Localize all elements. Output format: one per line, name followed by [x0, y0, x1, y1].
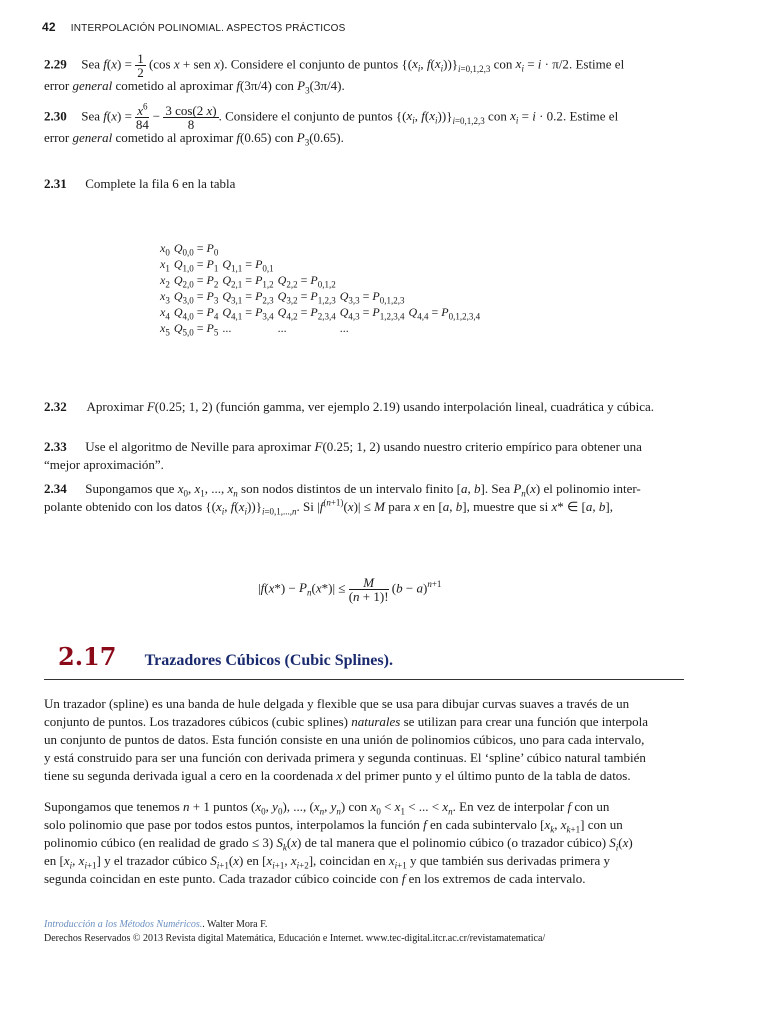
- error-bound-formula: $|f(x*) - P_n(x*)|$ ≤ $\frac{M}{(n + 1)!}$ $(b - a)^{n+1}$: [258, 575, 442, 604]
- section-number: 2.17: [58, 642, 117, 671]
- table-row: $x_2$ $Q_{2,0} = P_2$ $Q_{2,1} = P_{1,2}$ $Q_{2,2} = P_{0,1,2}$: [160, 272, 336, 289]
- math-fraction: $\frac{3 \cos(2 x)}{8}$: [165, 103, 217, 132]
- math-f: f: [103, 56, 107, 72]
- exercise-text: son nodos distintos de un intervalo finito: [241, 481, 454, 496]
- exercise-2-34: 2.34 Supongamos que $x_0$, $x_1$, ..., $x_n$ son nodos distintos de un intervalo finito [a, b]. Sea $P_n(x)$ el polinomio inter- polante obtenido con los datos {($x_i$, $f(x_i))\}_{i=0,1,...,n}$. Si $|f^{(n+1)}(x)| \le M$ para x en [a, b], muestre que si x* ∈ [a, b],: [44, 481, 641, 517]
- exercise-text: . Estime el: [562, 108, 619, 124]
- math-fraction: $\frac{1}{2}$: [137, 51, 144, 80]
- paragraph-splines-definition: Supongamos que tenemos n + 1 puntos ($x_0$, $y_0$), ..., ($x_n$, $y_n$) con $x_0 < x_1$ < ... < $x_n$. En vez de interpolar f con un solo polinomio que pase por todos estos puntos, interpolamos la función f en cada subintervalo [$x_k$, $x_{k+1}$] con un polinomio cúbico (en realidad de grado ≤ 3) $S_k(x)$ de tal manera que el polinomio cúbico (o trazador cúbico) $S_i(x)$ en [$x_i$, $x_{i+1}$] y el trazador cúbico $S_{i+1}(x)$ en [$x_{i+1}$, $x_{i+2}$], coincidan en $x_{i+1}$ y que también sus derivadas primera y segunda coincidan en este punto. Cada trazador cúbico coincide con f en los extremos de cada intervalo.: [44, 799, 633, 886]
- exercise-text: usando nuestro criterio empírico para obtener una: [383, 439, 642, 454]
- exercise-text: con: [488, 108, 507, 124]
- exercise-number: 2.34: [44, 481, 67, 496]
- section-rule: [44, 679, 684, 680]
- math-fraction: $\frac{x^6}{84}$: [135, 101, 149, 132]
- paragraph-text: segunda coincidan en este punto. Cada trazador cúbico coincide con: [44, 871, 399, 886]
- exercise-number: 2.29: [44, 56, 67, 72]
- footer-rights: Derechos Reservados © 2013 Revista digital Matemática, Educación e Internet. www.tec-digital.itcr.ac.cr/revistamatematica/: [44, 933, 546, 944]
- exercise-text: error: [44, 78, 70, 93]
- emphasis-text: general: [72, 78, 113, 93]
- math-fraction: $\frac{M}{(n + 1)!}$: [348, 575, 389, 604]
- neville-table: [160, 240, 484, 336]
- emphasis-text: general: [72, 130, 113, 145]
- paragraph-text: con un: [574, 799, 610, 814]
- section-title: Trazadores Cúbicos (Cubic Splines).: [144, 652, 393, 669]
- exercise-number: 2.32: [44, 399, 67, 414]
- exercise-text: Sea: [81, 56, 101, 72]
- paragraph-text: del primer punto y el último punto de la tabla de datos.: [345, 768, 631, 783]
- paragraph-text: solo polinomio que pase por todos estos puntos, interpolamos la función: [44, 817, 420, 832]
- page-number: 42: [42, 20, 56, 34]
- table-row: $x_1$ $Q_{1,0} = P_1$ $Q_{1,1} = P_{0,1}$: [160, 256, 274, 273]
- exercise-2-31: [44, 175, 235, 193]
- exercise-text: . Si: [296, 499, 314, 514]
- exercise-number: 2.31: [44, 176, 67, 191]
- emphasis-text: naturales: [351, 714, 401, 729]
- exercise-text: Complete la fila 6 en la tabla: [85, 176, 236, 191]
- paragraph-text: en: [44, 853, 57, 868]
- exercise-text: Aproximar: [86, 399, 144, 414]
- paragraph-splines-intro: Un trazador (spline) es una banda de hule delgada y flexible que se usa para dibujar curvas suaves a través de un conjunto de puntos. Los trazadores cúbicos (cubic splines) naturales se utilizan para crear una función que interpola un conjunto de puntos de datos. Esta función consiste en una unión de polinomios cúbicos, uno para cada intervalo, y está construido para ser una función con derivada primera y segunda continuas. El ‘spline’ cúbico natural también tiene su segunda derivada igual a cero en la coordenada x del primer punto y el último punto de la tabla de datos.: [44, 695, 734, 785]
- table-row: $x_0$ $Q_{0,0} = P_0$: [160, 240, 219, 257]
- exercise-text: con: [493, 56, 513, 72]
- exercise-text: error: [44, 130, 70, 145]
- exercise-text: Use el algoritmo de Neville para aproximar: [85, 439, 312, 454]
- exercise-text: en: [422, 499, 436, 514]
- exercise-text: para: [388, 499, 411, 514]
- exercise-text: Sea: [81, 108, 101, 124]
- exercise-text: “mejor aproximación”.: [44, 457, 164, 472]
- paragraph-text: se utilizan para crear una función que interpola: [403, 714, 648, 729]
- exercise-text: Supongamos que: [85, 481, 175, 496]
- table-row: $x_5$ $Q_{5,0} = P_5$ ... ... ...: [160, 320, 349, 337]
- page-footer: [44, 918, 545, 946]
- paragraph-text: con un: [587, 817, 623, 832]
- table-row: $x_3$ $Q_{3,0} = P_3$ $Q_{3,1} = P_{2,3}$ $Q_{3,2} = P_{1,2,3}$ $Q_{3,3} = P_{0,1,2,3}$: [160, 288, 405, 305]
- running-title: INTERPOLACIÓN POLINOMIAL. ASPECTOS PRÁCTICOS: [70, 23, 346, 34]
- page-header: [42, 20, 346, 34]
- footer-book-link[interactable]: Introducción a los Métodos Numéricos.: [44, 919, 203, 930]
- paragraph-line: un conjunto de puntos de datos. Esta función consiste en una unión de polinomios cúbicos, uno para cada intervalo,: [44, 732, 645, 747]
- exercise-number: 2.30: [44, 108, 67, 124]
- exercise-text: ,: [609, 499, 613, 514]
- exercise-text: cometido al aproximar: [115, 130, 234, 145]
- exercise-text: con: [275, 78, 294, 93]
- paragraph-text: en cada subintervalo: [430, 817, 537, 832]
- exercise-2-30: 2.30 Sea f(x) = $\frac{x^6}{84}$ − $\frac{3 \cos(2 x)}{8}$ . Considere el conjunto de puntos {($x_i$, $f(x_i))\}_{i=0,1,2,3}$ con $x_i = i \cdot 0.2$. Estime el error general cometido al aproximar f(0.65) con $P_3(0.65)$.: [44, 101, 619, 148]
- exercise-text: cometido al aproximar: [115, 78, 234, 93]
- exercise-text: con: [274, 130, 294, 145]
- paragraph-text: y el trazador cúbico: [104, 853, 208, 868]
- exercise-2-33: 2.33 Use el algoritmo de Neville para aproximar F(0.25; 1, 2) usando nuestro criterio empírico para obtener una “mejor aproximación”.: [44, 438, 734, 474]
- exercise-text: . Estime el: [568, 56, 625, 72]
- paragraph-text: y que también sus derivadas primera y: [409, 853, 610, 868]
- paragraph-text: tiene su segunda derivada igual a cero en la coordenada: [44, 768, 334, 783]
- exercise-2-32: 2.32 Aproximar F(0.25; 1, 2) (función gamma, ver ejemplo 2.19) usando interpolación lineal, cuadrática y cúbica.: [44, 399, 655, 414]
- paragraph-text: polinomio cúbico (en realidad de grado: [44, 835, 249, 850]
- paragraph-text: conjunto de puntos. Los trazadores cúbicos (cubic splines): [44, 714, 348, 729]
- section-heading: [58, 642, 393, 671]
- table-row: $x_4$ $Q_{4,0} = P_4$ $Q_{4,1} = P_{3,4}$ $Q_{4,2} = P_{2,3,4}$ $Q_{4,3} = P_{1,2,3,4}$ $Q_{4,4} = P_{0,1,2,3,4}$: [160, 304, 481, 321]
- paragraph-text: , coincidan en: [313, 853, 386, 868]
- exercise-number: 2.33: [44, 439, 67, 454]
- paragraph-line: y está construido para ser una función con derivada primera y segunda continuas. El ‘spline’ cúbico natural también: [44, 750, 646, 765]
- exercise-2-29: 2.29 Sea f(x) = $\frac{1}{2}$ (cos x + sen x). Considere el conjunto de puntos {($x_i$, $f(x_i))\}_{i=0,1,2,3}$ con $x_i = i \cdot \pi/2$. Estime el error general cometido al aproximar f(3π/4) con $P_3(3\pi/4)$.: [44, 51, 625, 96]
- exercise-text: polante obtenido con los datos: [44, 499, 203, 514]
- paragraph-text: Supongamos que tenemos: [44, 799, 180, 814]
- footer-author: . Walter Mora F.: [202, 919, 268, 930]
- exercise-text: . Sea: [484, 481, 511, 496]
- exercise-text: el polinomio inter-: [543, 481, 641, 496]
- paragraph-text: de tal manera que el polinomio cúbico (o trazador cúbico): [304, 835, 607, 850]
- exercise-text: . Considere el conjunto de puntos: [218, 108, 393, 124]
- paragraph-text: puntos: [213, 799, 248, 814]
- paragraph-text: en los extremos de cada intervalo.: [408, 871, 586, 886]
- exercise-text: . Considere el conjunto de puntos: [224, 56, 399, 72]
- exercise-text: (función gamma, ver ejemplo 2.19) usando interpolación lineal, cuadrática y cúbica.: [215, 399, 655, 414]
- paragraph-text: con: [348, 799, 368, 814]
- exercise-text: , muestre que si: [466, 499, 549, 514]
- paragraph-text: en: [246, 853, 259, 868]
- paragraph-line: Un trazador (spline) es una banda de hule delgada y flexible que se usa para dibujar curvas suaves a través de un: [44, 696, 630, 711]
- paragraph-text: . En vez de interpolar: [452, 799, 565, 814]
